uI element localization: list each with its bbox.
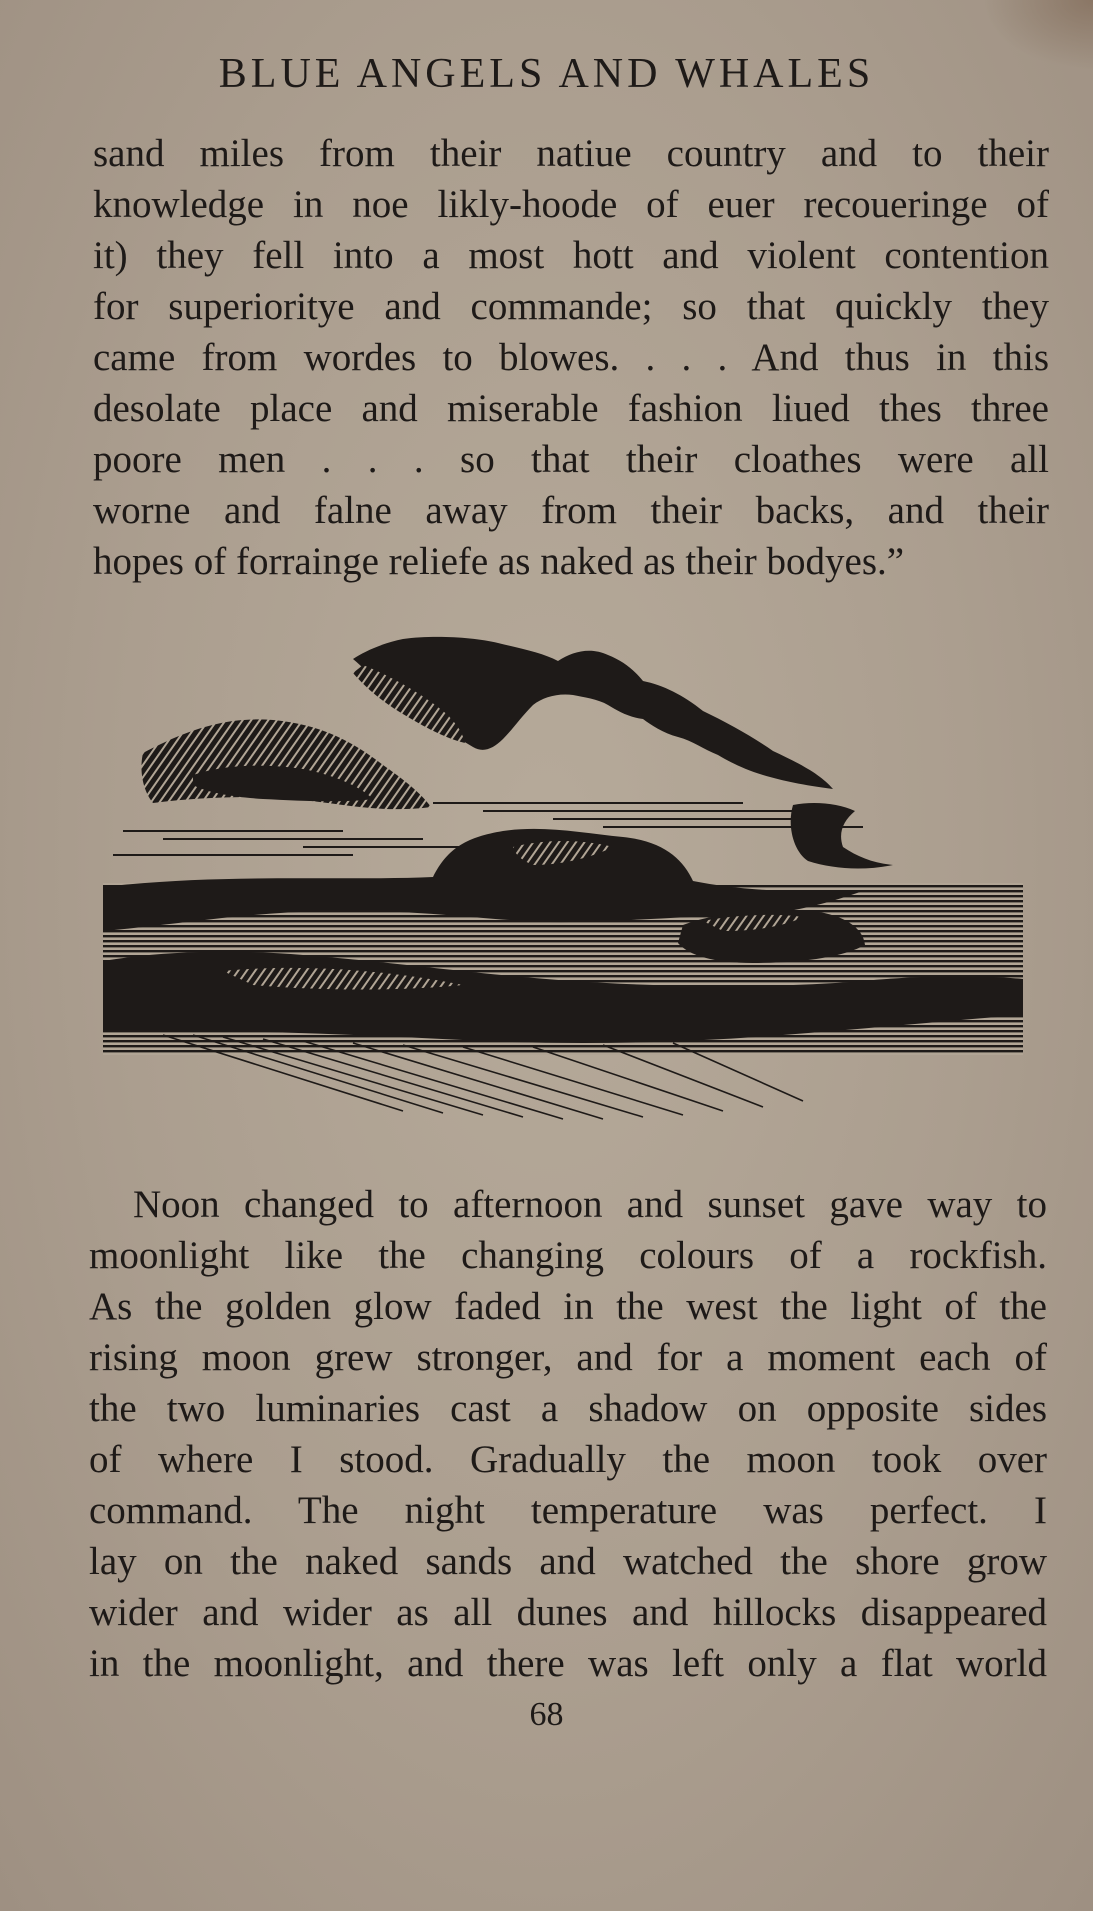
text-line: lay on the naked sands and watched the shore grow [89,1540,1047,1583]
page-number: 68 [529,1696,564,1733]
text-line: poore men . . . so that their cloathes were all [93,438,1049,481]
text-line: desolate place and miserable fashion liued thes three [93,387,1049,430]
text-line: it) they fell into a most hott and violent contention [93,234,1049,277]
sea-and-rocks [103,829,1023,1055]
paragraph-quote [93,128,1049,587]
text-line: command. The night temperature was perfect. I [89,1489,1047,1532]
text-line: came from wordes to blowes. . . . And thus in this [93,336,1049,379]
paragraph-narrative [89,1179,1047,1689]
text-line: hopes of forrainge reliefe as naked as their bodyes.” [93,540,905,583]
text-line: sand miles from their natiue country and to their [93,132,1049,175]
woodcut-seascape-illustration [103,625,1033,1130]
running-head: BLUE ANGELS AND WHALES [218,51,875,97]
text-line: rising moon grew stronger, and for a moment each of [89,1336,1047,1379]
text-line: the two luminaries cast a shadow on opposite sides [89,1387,1047,1430]
text-line: in the moonlight, and there was left only a flat world [89,1642,1047,1685]
text-line: worne and falne away from their backs, and their [93,489,1049,532]
text-line: for superioritye and commande; so that quickly they [93,285,1049,328]
text-line: moonlight like the changing colours of a rockfish. [89,1234,1047,1277]
text-line: As the golden glow faded in the west the light of the [89,1285,1047,1328]
text-line: wider and wider as all dunes and hillocks disappeared [89,1591,1047,1634]
text-line: knowledge in noe likly-hoode of euer recoueringe of [93,183,1049,226]
text-line: of where I stood. Gradually the moon took over [89,1438,1047,1481]
text-line: Noon changed to afternoon and sunset gave way to [133,1183,1047,1226]
